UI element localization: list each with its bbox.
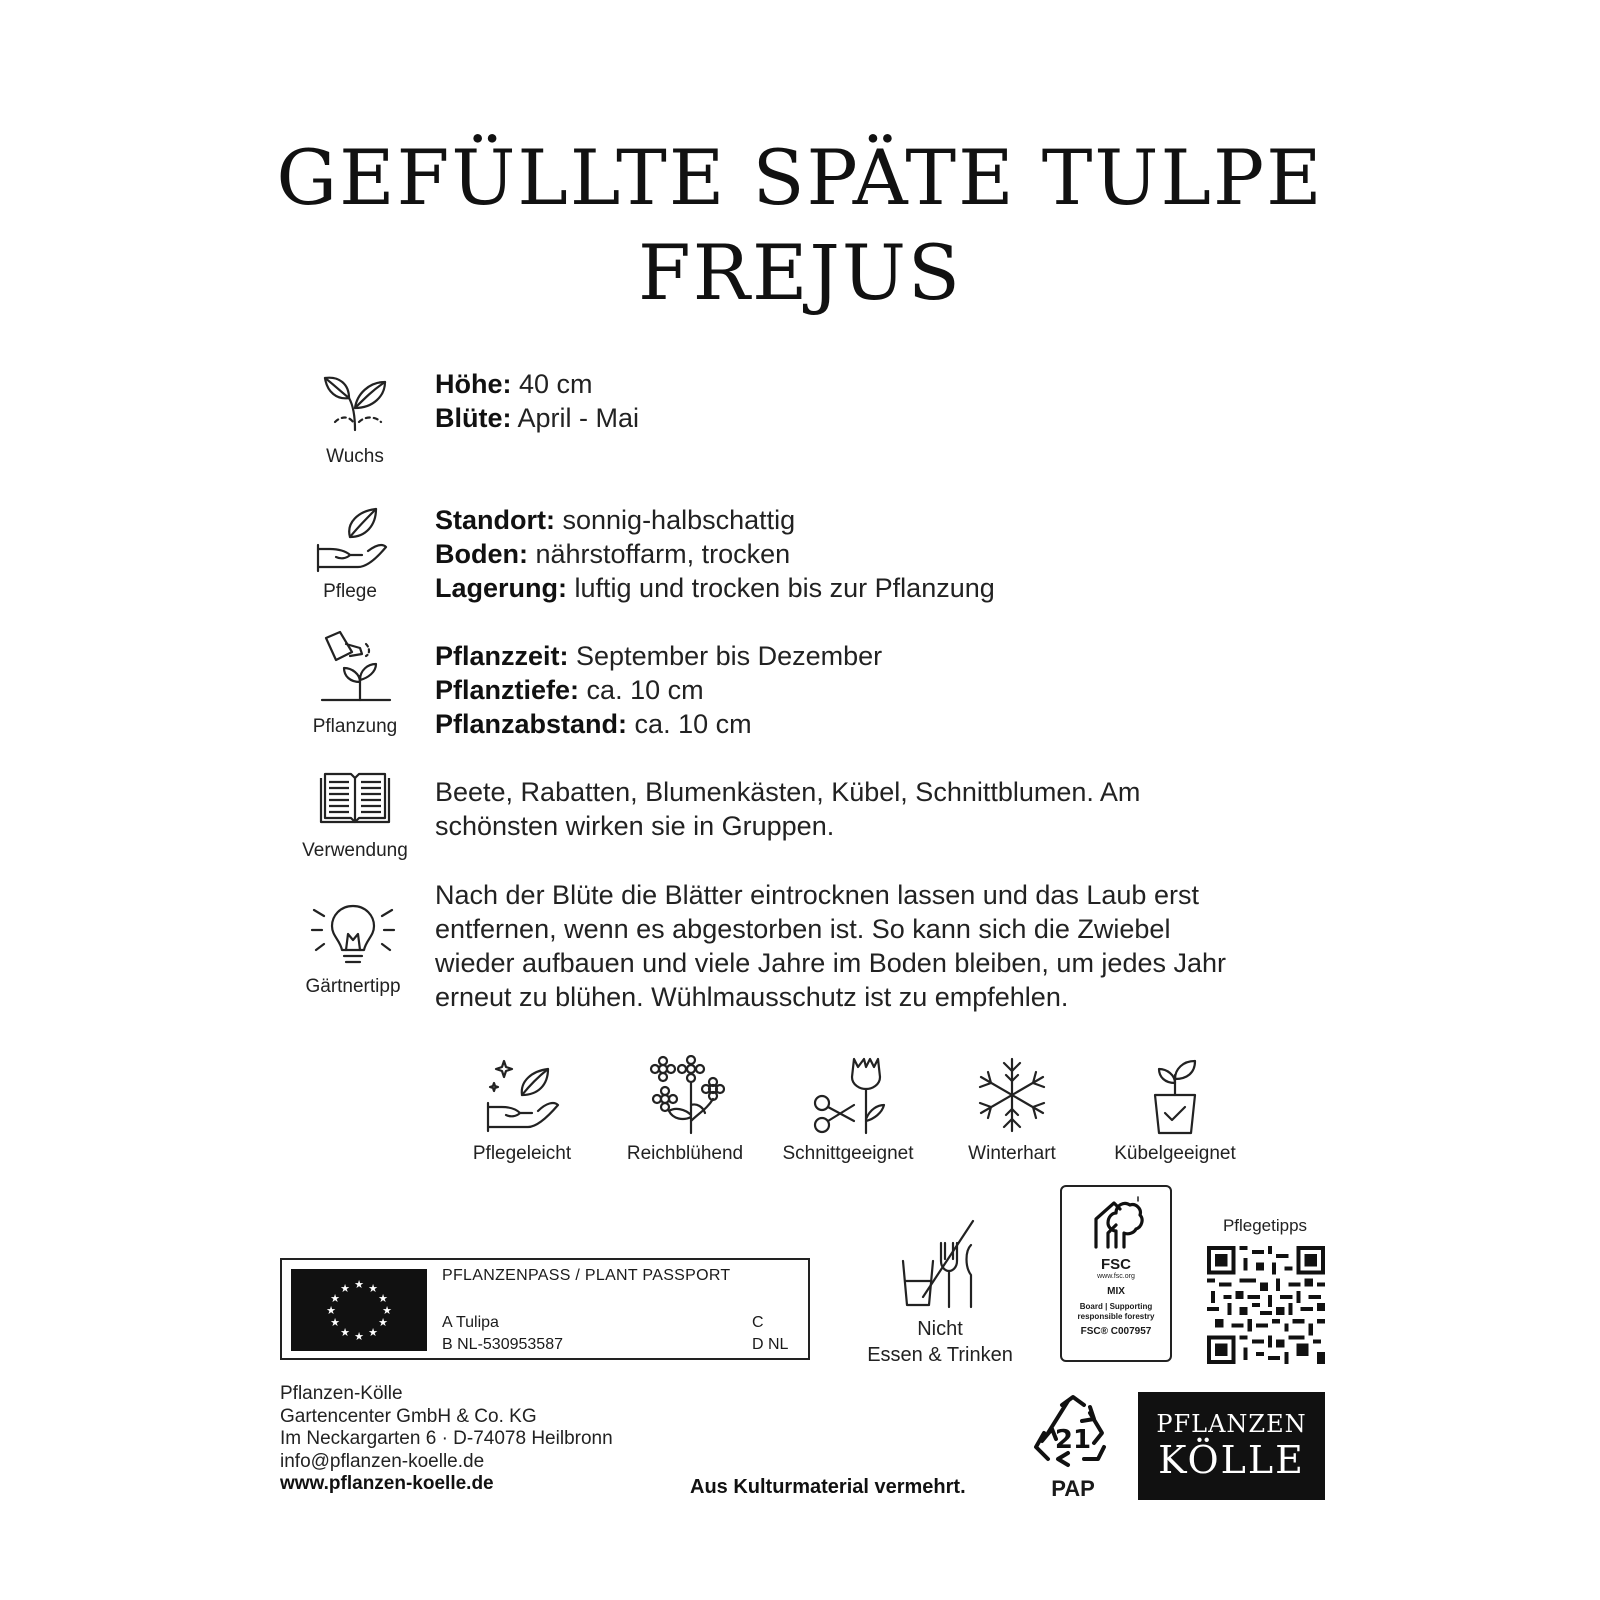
passport-b: B NL-530953587 [442,1336,563,1353]
warning-line-1: Nicht [917,1318,963,1340]
hand-sparkle-leaf-icon [482,1055,562,1135]
recycle-code: PAP [1051,1476,1095,1501]
svg-text:★: ★ [340,1326,350,1339]
fsc-board-line-1: Board | Supporting [1079,1302,1153,1311]
feature-label: Pflegeleicht [472,1143,572,1164]
pflanzabstand-value: ca. 10 cm [634,709,752,739]
tipp-line-4: erneut zu blühen. Wühlmausschutz ist zu empfehlen. [435,982,1069,1012]
no-eat-drink-warning [850,1215,1030,1368]
verwendung-line-1: Beete, Rabatten, Blumenkästen, Kübel, Schnittblumen. Am [435,777,1141,807]
boden-value: nährstoffarm, trocken [535,539,791,569]
gaertnertipp-block [278,900,428,998]
company-address [280,1383,613,1496]
brand-line-1: PFLANZEN [1156,1410,1307,1438]
brand-line-2: KÖLLE [1158,1438,1305,1482]
wuchs-label: Wuchs [326,446,384,467]
lagerung-value: luftig und trocken bis zur Pflanzung [574,573,995,603]
pflege-info [435,503,1315,605]
wuchs-block [280,360,430,468]
pflanzung-label: Pflanzung [312,716,398,737]
no-eat-drink-icon [895,1215,985,1311]
bluete-value: April - Mai [517,403,640,433]
fsc-board [1062,1302,1170,1322]
pflanzzeit-value: September bis Dezember [576,641,883,671]
pflanzabstand-key: Pflanzabstand: [435,709,628,739]
svg-text:★: ★ [330,1292,340,1305]
pflanzung-info [435,639,1315,741]
fsc-board-line-2: responsible forestry [1077,1312,1155,1321]
address-line-1: Pflanzen-Kölle [280,1383,403,1404]
feature-winterhart [927,1055,1097,1165]
feature-label: Kübelgeeignet [1114,1143,1236,1164]
brand-logo [1138,1392,1325,1500]
hoehe-key: Höhe: [435,369,512,399]
feature-kuebelgeeignet [1090,1055,1260,1165]
recycle-mark [1028,1393,1118,1503]
svg-text:★: ★ [354,1278,364,1291]
feature-label: Winterhart [968,1143,1056,1164]
svg-text:★: ★ [382,1304,392,1317]
hand-leaf-icon [310,505,390,575]
recycle-number: 21 [1054,1425,1092,1455]
bluete-key: Blüte: [435,403,512,433]
svg-text:★: ★ [368,1282,378,1295]
warning-line-2: Essen & Trinken [867,1344,1013,1366]
feature-schnittgeeignet [763,1055,933,1165]
tipp-line-3: wieder aufbauen und viele Jahre im Boden bleiben, um jedes Jahr [435,948,1227,978]
plant-passport [280,1258,810,1360]
standort-key: Standort: [435,505,555,535]
wuchs-info [435,367,1315,435]
scissors-tulip-icon [808,1055,888,1135]
feature-label: Reichblühend [626,1143,744,1164]
tipp-line-1: Nach der Blüte die Blätter eintrocknen lassen und das Laub erst [435,880,1199,910]
passport-a: A Tulipa [442,1314,499,1331]
passport-c: C [752,1314,764,1331]
flowers-icon [645,1055,725,1135]
pflege-block [275,505,425,603]
passport-title: PFLANZENPASS / PLANT PASSPORT [442,1267,731,1284]
fsc-label [1060,1185,1172,1362]
address-email[interactable]: info@pflanzen-koelle.de [280,1450,485,1472]
fsc-web: www.fsc.org [1097,1273,1135,1280]
pflege-label: Pflege [323,581,377,602]
feature-pflegeleicht [437,1055,607,1165]
page-title-line-1: GEFÜLLTE SPÄTE TULPE [276,133,1324,222]
gaertnertipp-label: Gärtnertipp [305,976,401,997]
feature-reichbluehend [600,1055,770,1165]
verwendung-info [435,775,1315,843]
watering-can-icon [310,630,400,710]
fsc-tree-icon [1086,1193,1146,1253]
gaertnertipp-info [435,878,1315,1014]
tipp-line-2: entfernen, wenn es abgestorben ist. So kann sich die Zwiebel [435,914,1171,944]
pflanzung-block [280,630,430,738]
svg-text:★: ★ [354,1330,364,1343]
svg-text:★: ★ [330,1316,340,1329]
pflanztiefe-key: Pflanztiefe: [435,675,580,705]
potted-plant-icon [1135,1055,1215,1135]
svg-text:★: ★ [368,1326,378,1339]
sprout-icon [315,360,395,440]
svg-text:★: ★ [378,1292,388,1305]
qr-label: Pflegetipps [1222,1216,1308,1235]
fsc-mix: MIX [1107,1286,1125,1297]
standort-value: sonnig-halbschattig [562,505,796,535]
boden-key: Boden: [435,539,528,569]
qr-code[interactable] [1207,1246,1325,1364]
fsc-name: FSC [1101,1256,1131,1273]
page-title-line-2: FREJUS [637,228,962,317]
passport-d: D NL [752,1336,789,1353]
pflanztiefe-value: ca. 10 cm [586,675,704,705]
lagerung-key: Lagerung: [435,573,567,603]
fsc-code: FSC® C007957 [1080,1326,1152,1337]
svg-text:★: ★ [326,1304,336,1317]
book-icon [315,770,395,830]
pflanzzeit-key: Pflanzzeit: [435,641,569,671]
verwendung-line-2: schönsten wirken sie in Gruppen. [435,811,835,841]
address-line-3: Im Neckargarten 6 · D-74078 Heilbronn [280,1428,613,1449]
svg-text:★: ★ [340,1282,350,1295]
address-line-2: Gartencenter GmbH & Co. KG [280,1405,537,1427]
kultur-note: Aus Kulturmaterial vermehrt. [690,1476,966,1498]
verwendung-label: Verwendung [302,840,408,861]
recycle-icon [1028,1393,1118,1473]
hoehe-value: 40 cm [519,369,593,399]
lightbulb-icon [308,900,398,970]
svg-text:★: ★ [378,1316,388,1329]
feature-label: Schnittgeeignet [782,1143,914,1164]
snowflake-icon [972,1055,1052,1135]
verwendung-block [280,770,430,862]
address-website[interactable]: www.pflanzen-koelle.de [280,1473,494,1494]
eu-flag-icon [291,1269,427,1351]
